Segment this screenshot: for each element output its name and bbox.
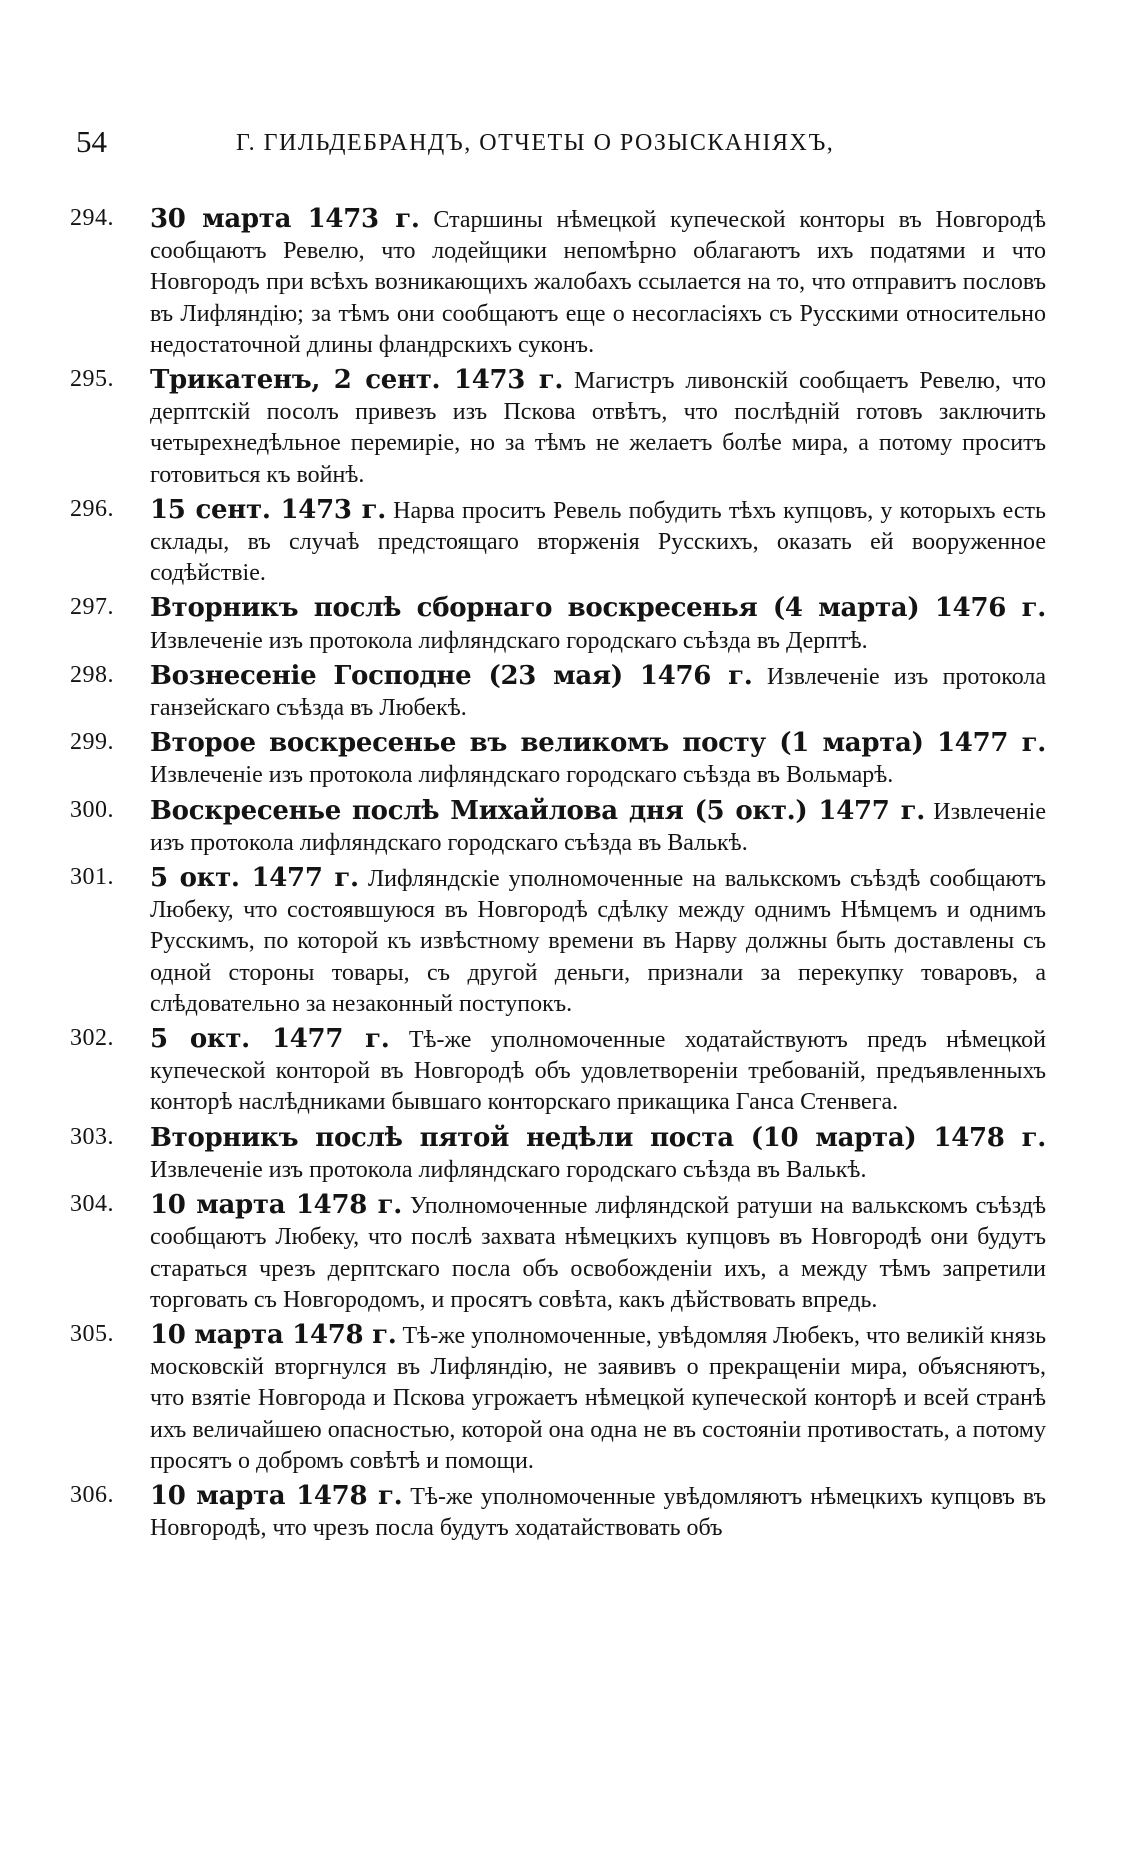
entry-text: Уполномоченные лифляндской ратуши на валькскомъ съѣздѣ сообщаютъ Любеку, что послѣ захвата нѣмецкихъ купцовъ въ Новгородѣ они будутъ стараться чрезъ дерптскаго посла объ освобожденіи ихъ, а между тѣмъ запретили торговать съ Новгородомъ, и просятъ совѣта, какъ дѣйствовать впредь.: [150, 1193, 1046, 1313]
entry-number: 296.: [70, 495, 114, 522]
entry-date: 10 марта 1478 г.: [150, 1319, 397, 1350]
entry-date: 5 окт. 1477 г.: [150, 1024, 390, 1055]
entry-text: Тѣ-же уполномоченные, увѣдомляя Любекъ, что великій князь московскій вторгнулся въ Лифляндію, не заявивъ о прекращеніи мира, объясняютъ, что взятіе Новгорода и Пскова угрожаетъ нѣмецкой купеческой конторѣ и всей странѣ ихъ величайшею опасностью, которой она одна не въ состояніи противостать, а потому просятъ о добромъ совѣтѣ и помощи.: [150, 1322, 1047, 1474]
entry-305: [0, 1320, 1140, 1477]
entry-303: [0, 1123, 1140, 1186]
entry-text: Старшины нѣмецкой купеческой конторы въ Новгородѣ сообщаютъ Ревелю, что лодейщики непомѣрно облагаютъ ихъ податями и что Новгородъ при всѣхъ возникающихъ жалобахъ ссылается на то, что отправитъ пословъ въ Лифляндію; за тѣмъ они сообщаютъ еще о несогласіяхъ съ Русскими относительно недостаточной длины фландрскихъ суконъ.: [150, 207, 1046, 358]
entry-text: Нарва проситъ Ревель побудить тѣхъ купцовъ, у которыхъ есть склады, въ случаѣ предстоящаго вторженія Русскихъ, оказать ей вооруженное содѣйствіе.: [150, 497, 1046, 587]
entry-302: [0, 1024, 1140, 1119]
entry-number: 297.: [70, 594, 114, 621]
entry-text: Магистръ ливонскій сообщаетъ Ревелю, что дерптскій посолъ привезъ изъ Пскова отвѣтъ, что послѣдній готовъ заключить четырехнедѣльное перемиріе, но за тѣмъ не желаетъ болѣе мира, а потому проситъ готовиться къ войнѣ.: [150, 368, 1047, 488]
entry-number: 305.: [70, 1320, 114, 1347]
entry-text: Извлеченіе изъ протокола лифляндскаго городскаго съѣзда въ Валькѣ.: [150, 798, 1046, 856]
entry-date: 10 марта 1478 г.: [150, 1480, 403, 1511]
entry-304: [0, 1190, 1140, 1316]
entry-date: 15 сент. 1473 г.: [150, 494, 386, 525]
entry-294: [0, 204, 1140, 361]
entry-text: Извлеченіе изъ протокола лифляндскаго городскаго съѣзда въ Дерптѣ.: [150, 627, 868, 654]
entry-date: 5 окт. 1477 г.: [150, 863, 359, 894]
entry-299: [0, 728, 1140, 791]
entry-number: 306.: [70, 1481, 114, 1508]
page-number: 54: [76, 124, 107, 159]
entry-298: [0, 661, 1140, 724]
entry-296: [0, 495, 1140, 590]
entry-text: Тѣ-же уполномоченные увѣдомляютъ нѣмецкихъ купцовъ въ Новгородѣ, что чрезъ посла будутъ ходатайствовать объ: [150, 1483, 1047, 1542]
entry-300: [0, 796, 1140, 859]
entry-number: 301.: [70, 864, 114, 891]
entry-date: Воскресенье послѣ Михайлова дня (5 окт.) 1477 г.: [150, 795, 925, 826]
entry-list: [0, 204, 1140, 1548]
entry-301: [0, 863, 1140, 1020]
entry-date: Вторникъ послѣ пятой недѣли поста (10 марта) 1478 г.: [150, 1122, 1046, 1153]
entry-number: 298.: [70, 661, 114, 688]
entry-text: Извлеченіе изъ протокола ганзейскаго съѣзда въ Любекѣ.: [150, 663, 1047, 722]
entry-date: Вторникъ послѣ сборнаго воскресенья (4 марта) 1476 г.: [150, 593, 1046, 624]
entry-number: 304.: [70, 1191, 114, 1218]
entry-date: 30 марта 1473 г.: [150, 204, 420, 234]
entry-number: 303.: [70, 1123, 114, 1150]
entry-number: 294.: [70, 205, 114, 231]
entry-text: Лифляндскіе уполномоченные на валькскомъ съѣздѣ сообщаютъ Любеку, что состоявшуюся въ Новгородѣ сдѣлку между однимъ Нѣмцемъ и однимъ Русскимъ, по которой къ извѣстному времени въ Нарву должны быть доставлены съ одной стороны товары, съ другой деньги, признали за перекупку товаровъ, а слѣдовательно за незаконный поступокъ.: [150, 866, 1046, 1017]
entry-date: Второе воскресенье въ великомъ посту (1 марта) 1477 г.: [150, 728, 1046, 759]
entry-306: [0, 1481, 1140, 1544]
entry-295: [0, 365, 1140, 491]
entry-text: Извлеченіе изъ протокола лифляндскаго городскаго съѣзда въ Вольмарѣ.: [150, 762, 894, 789]
entry-date: Трикатенъ, 2 сент. 1473 г.: [150, 365, 564, 396]
page-header: [76, 124, 1036, 164]
entry-date: Вознесеніе Господне (23 мая) 1476 г.: [150, 660, 753, 691]
entry-number: 299.: [70, 729, 114, 756]
entry-number: 302.: [70, 1025, 114, 1052]
entry-text: Извлеченіе изъ протокола лифляндскаго городскаго съѣзда въ Валькѣ.: [150, 1156, 867, 1183]
entry-number: 295.: [70, 366, 114, 393]
running-title: Г. ГИЛЬДЕБРАНДЪ, ОТЧЕТЫ О РОЗЫСКАНІЯХЪ,: [236, 130, 835, 156]
entry-text: Тѣ-же уполномоченные ходатайствуютъ предъ нѣмецкой купеческой конторой въ Новгородѣ объ удовлетвореніи требованій, предъявленныхъ конторѣ наслѣдниками бывшаго конторскаго прикащика Ганса Стенвега.: [150, 1027, 1046, 1116]
entry-date: 10 марта 1478 г.: [150, 1190, 403, 1221]
entry-number: 300.: [70, 796, 114, 823]
entry-297: [0, 593, 1140, 656]
